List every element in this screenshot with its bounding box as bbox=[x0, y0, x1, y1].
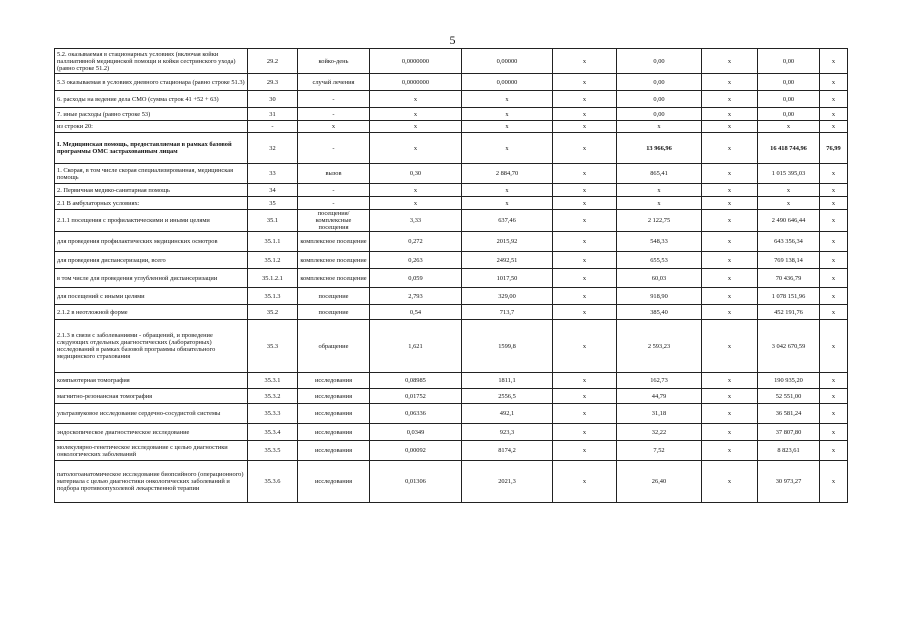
table-cell-value: х bbox=[820, 389, 848, 404]
table-cell-value: х bbox=[820, 91, 848, 108]
table-cell-value: х bbox=[553, 133, 617, 164]
table-cell-value: 16 418 744,96 bbox=[758, 133, 820, 164]
table-cell-value: х bbox=[617, 121, 702, 133]
table-cell-name: из строки 20: bbox=[55, 121, 248, 133]
table-cell-value: 0,00 bbox=[617, 74, 702, 91]
table-cell-name: 2.1.2 в неотложной форме bbox=[55, 305, 248, 320]
table-cell-value: 0,06336 bbox=[370, 404, 462, 424]
table-cell-value: х bbox=[370, 133, 462, 164]
table-cell-value: 452 191,76 bbox=[758, 305, 820, 320]
table-cell-value: 1811,1 bbox=[462, 373, 553, 389]
table-cell-value: х bbox=[820, 252, 848, 269]
table-cell-value: 7,52 bbox=[617, 441, 702, 461]
table-cell-value: 918,90 bbox=[617, 288, 702, 305]
table-row bbox=[55, 108, 848, 121]
table-cell-value: х bbox=[820, 424, 848, 441]
table-cell-value: 0,00 bbox=[617, 49, 702, 74]
table-cell-value: х bbox=[820, 121, 848, 133]
table-cell-value: х bbox=[702, 441, 758, 461]
table-cell-unit: - bbox=[298, 91, 370, 108]
table-cell-code: - bbox=[248, 121, 298, 133]
table-cell-value: 2021,3 bbox=[462, 461, 553, 503]
table-cell-value: 865,41 bbox=[617, 164, 702, 184]
table-cell-code: 35.1 bbox=[248, 210, 298, 232]
table-cell-value: х bbox=[820, 441, 848, 461]
table-cell-value: 0,00092 bbox=[370, 441, 462, 461]
table-cell-value: 2 593,23 bbox=[617, 320, 702, 373]
table-cell-value: х bbox=[553, 373, 617, 389]
table-cell-value: х bbox=[820, 404, 848, 424]
table-cell-value: х bbox=[702, 320, 758, 373]
table-cell-value: 385,40 bbox=[617, 305, 702, 320]
table-cell-value: х bbox=[820, 305, 848, 320]
table-cell-value: х bbox=[702, 108, 758, 121]
table-cell-name: 1. Скорая, в том числе скорая специализированная, медицинская помощь bbox=[55, 164, 248, 184]
table-cell-code: 35.1.3 bbox=[248, 288, 298, 305]
table-row bbox=[55, 164, 848, 184]
table-cell-code: 32 bbox=[248, 133, 298, 164]
table-cell-value: х bbox=[553, 389, 617, 404]
table-cell-value: 44,79 bbox=[617, 389, 702, 404]
table-cell-value: 0,00 bbox=[617, 108, 702, 121]
table-cell-value: х bbox=[553, 91, 617, 108]
table-cell-value: х bbox=[370, 108, 462, 121]
table-cell-code: 35.3.2 bbox=[248, 389, 298, 404]
table-cell-unit: исследования bbox=[298, 373, 370, 389]
table-cell-value: х bbox=[553, 404, 617, 424]
table-cell-value: х bbox=[820, 320, 848, 373]
table-cell-name: 2. Первичная медико-санитарная помощь bbox=[55, 184, 248, 197]
table-cell-unit: комплексное посещение bbox=[298, 252, 370, 269]
table-cell-value: 1 015 395,03 bbox=[758, 164, 820, 184]
table-cell-value: 190 935,20 bbox=[758, 373, 820, 389]
table-cell-value: х bbox=[553, 461, 617, 503]
table-cell-value: х bbox=[553, 74, 617, 91]
table-cell-value: 0,0000000 bbox=[370, 74, 462, 91]
table-cell-code: 35.3.1 bbox=[248, 373, 298, 389]
table-cell-value: х bbox=[820, 108, 848, 121]
table-cell-code: 35 bbox=[248, 197, 298, 210]
table-cell-value: х bbox=[702, 373, 758, 389]
table-cell-value: 0,272 bbox=[370, 232, 462, 252]
table-row bbox=[55, 210, 848, 232]
table-cell-value: х bbox=[462, 121, 553, 133]
table-cell-value: х bbox=[702, 210, 758, 232]
table-cell-unit: посещения/комплексные посещения bbox=[298, 210, 370, 232]
table-cell-value: 655,53 bbox=[617, 252, 702, 269]
table-cell-value: 0,54 bbox=[370, 305, 462, 320]
table-cell-value: х bbox=[702, 252, 758, 269]
table-cell-name: 7. иные расходы (равно строке 53) bbox=[55, 108, 248, 121]
table-cell-value: 32,22 bbox=[617, 424, 702, 441]
table-cell-value: х bbox=[553, 49, 617, 74]
table-cell-value: 0,0349 bbox=[370, 424, 462, 441]
table-cell-unit: случай лечения bbox=[298, 74, 370, 91]
table-cell-value: 2 122,75 bbox=[617, 210, 702, 232]
table-cell-code: 35.1.1 bbox=[248, 232, 298, 252]
table-cell-code: 35.3.3 bbox=[248, 404, 298, 424]
table-cell-unit: койко-день bbox=[298, 49, 370, 74]
table-cell-unit: исследования bbox=[298, 441, 370, 461]
table-cell-value: 2 884,70 bbox=[462, 164, 553, 184]
table-cell-value: х bbox=[462, 133, 553, 164]
table-cell-value: х bbox=[702, 305, 758, 320]
table-cell-value: 0,0000000 bbox=[370, 49, 462, 74]
table-row bbox=[55, 133, 848, 164]
table-cell-value: 31,18 bbox=[617, 404, 702, 424]
table-cell-value: х bbox=[553, 288, 617, 305]
table-cell-value: х bbox=[702, 288, 758, 305]
table-cell-unit: посещение bbox=[298, 305, 370, 320]
table-cell-name: эндоскопическое диагностическое исследование bbox=[55, 424, 248, 441]
table-cell-value: х bbox=[553, 210, 617, 232]
table-cell-value: х bbox=[820, 164, 848, 184]
table-cell-value: 1017,50 bbox=[462, 269, 553, 288]
table-cell-value: х bbox=[553, 232, 617, 252]
table-cell-unit: комплексное посещение bbox=[298, 232, 370, 252]
table-cell-value: х bbox=[702, 164, 758, 184]
table-cell-value: х bbox=[702, 74, 758, 91]
table-cell-value: х bbox=[370, 197, 462, 210]
table-cell-value: х bbox=[462, 91, 553, 108]
table-cell-value: х bbox=[553, 197, 617, 210]
table-cell-value: 0,00000 bbox=[462, 49, 553, 74]
table-cell-value: 0,30 bbox=[370, 164, 462, 184]
table-cell-unit: х bbox=[298, 121, 370, 133]
table-cell-value: 0,08985 bbox=[370, 373, 462, 389]
table-cell-value: х bbox=[462, 108, 553, 121]
table-cell-value: х bbox=[553, 424, 617, 441]
table-cell-value: х bbox=[702, 197, 758, 210]
table-cell-value: 26,40 bbox=[617, 461, 702, 503]
table-row bbox=[55, 320, 848, 373]
table-cell-name: патологоанатомическое исследование биопсийного (операционного) материала с целью диагностики онкологических заболеваний и подбора противоопухолевой лекарственной терапии bbox=[55, 461, 248, 503]
table-cell-value: х bbox=[370, 184, 462, 197]
table-cell-value: х bbox=[702, 49, 758, 74]
table-cell-value: 60,03 bbox=[617, 269, 702, 288]
table-cell-value: 2 490 646,44 bbox=[758, 210, 820, 232]
table-cell-value: х bbox=[702, 133, 758, 164]
table-cell-name: 2.1 В амбулаторных условиях: bbox=[55, 197, 248, 210]
table-cell-value: х bbox=[820, 373, 848, 389]
table-cell-unit: исследования bbox=[298, 389, 370, 404]
table-cell-value: х bbox=[553, 184, 617, 197]
table-cell-value: 2556,5 bbox=[462, 389, 553, 404]
table-row bbox=[55, 49, 848, 74]
table-cell-value: х bbox=[758, 197, 820, 210]
table-cell-value: 2,793 bbox=[370, 288, 462, 305]
table-cell-unit: - bbox=[298, 133, 370, 164]
table-cell-value: х bbox=[370, 91, 462, 108]
table-row bbox=[55, 288, 848, 305]
data-table bbox=[54, 48, 848, 503]
table-cell-value: х bbox=[820, 197, 848, 210]
table-cell-name: I. Медицинская помощь, предоставляемая в рамках базовой программы ОМС застрахованным лицам bbox=[55, 133, 248, 164]
table-row bbox=[55, 461, 848, 503]
table-cell-value: х bbox=[553, 108, 617, 121]
table-cell-value: х bbox=[370, 121, 462, 133]
table-cell-value: 70 436,79 bbox=[758, 269, 820, 288]
table-cell-value: 76,99 bbox=[820, 133, 848, 164]
table-cell-value: х bbox=[820, 232, 848, 252]
table-cell-value: 1 078 151,96 bbox=[758, 288, 820, 305]
table-cell-code: 30 bbox=[248, 91, 298, 108]
table-cell-value: х bbox=[820, 210, 848, 232]
table-row bbox=[55, 424, 848, 441]
table-cell-code: 35.1.2 bbox=[248, 252, 298, 269]
table-cell-unit: комплексное посещение bbox=[298, 269, 370, 288]
table-cell-value: х bbox=[758, 121, 820, 133]
table-cell-value: 52 551,00 bbox=[758, 389, 820, 404]
table-cell-name: для проведения профилактических медицинских осмотров bbox=[55, 232, 248, 252]
table-cell-value: х bbox=[553, 252, 617, 269]
table-cell-name: для посещений с иными целями bbox=[55, 288, 248, 305]
table-cell-unit: исследования bbox=[298, 461, 370, 503]
table-row bbox=[55, 121, 848, 133]
table-cell-value: 8 823,61 bbox=[758, 441, 820, 461]
table-cell-name: 2.1.3 в связи с заболеваниями - обращений, и проведение следующих отдельных диагностических (лабораторных) исследований в рамках базовой программы обязательного медицинского страхования bbox=[55, 320, 248, 373]
table-cell-value: 643 356,34 bbox=[758, 232, 820, 252]
table-cell-name: 5.3 оказываемая в условиях дневного стационара (равно строке 51.3) bbox=[55, 74, 248, 91]
table-cell-unit: обращение bbox=[298, 320, 370, 373]
table-cell-unit: вызов bbox=[298, 164, 370, 184]
table-cell-code: 29.3 bbox=[248, 74, 298, 91]
table-cell-value: 2492,51 bbox=[462, 252, 553, 269]
table-cell-code: 35.3.5 bbox=[248, 441, 298, 461]
table-cell-value: 36 581,24 bbox=[758, 404, 820, 424]
table-cell-name: 5.2. оказываемая в стационарных условиях (включая койки паллиативной медицинской помощи и койки сестринского ухода) (равно строке 51.2) bbox=[55, 49, 248, 74]
table-cell-value: 30 973,27 bbox=[758, 461, 820, 503]
table-cell-value: х bbox=[702, 404, 758, 424]
table-cell-unit: исследования bbox=[298, 404, 370, 424]
table-cell-value: 3,33 bbox=[370, 210, 462, 232]
table-cell-value: 0,01752 bbox=[370, 389, 462, 404]
table-cell-value: 8174,2 bbox=[462, 441, 553, 461]
table-cell-value: х bbox=[553, 164, 617, 184]
table-cell-unit: исследования bbox=[298, 424, 370, 441]
table-cell-value: х bbox=[553, 305, 617, 320]
table-cell-code: 35.3.6 bbox=[248, 461, 298, 503]
table-cell-value: х bbox=[553, 441, 617, 461]
table-cell-value: 713,7 bbox=[462, 305, 553, 320]
table-row bbox=[55, 269, 848, 288]
table-cell-code: 35.1.2.1 bbox=[248, 269, 298, 288]
table-row bbox=[55, 197, 848, 210]
table-cell-code: 35.2 bbox=[248, 305, 298, 320]
table-cell-code: 35.3.4 bbox=[248, 424, 298, 441]
table-cell-value: 769 138,14 bbox=[758, 252, 820, 269]
table-cell-value: 0,00 bbox=[758, 49, 820, 74]
table-cell-value: х bbox=[553, 320, 617, 373]
table-cell-value: х bbox=[617, 184, 702, 197]
table-cell-name: 2.1.1 посещения с профилактическими и иными целями bbox=[55, 210, 248, 232]
table-row bbox=[55, 184, 848, 197]
table-cell-name: ультразвуковое исследование сердечно-сосудистой системы bbox=[55, 404, 248, 424]
table-cell-value: 13 966,96 bbox=[617, 133, 702, 164]
table-cell-code: 33 bbox=[248, 164, 298, 184]
table-cell-value: х bbox=[462, 197, 553, 210]
table-row bbox=[55, 373, 848, 389]
table-cell-value: х bbox=[820, 288, 848, 305]
table-cell-value: 37 807,80 bbox=[758, 424, 820, 441]
table-cell-value: х bbox=[702, 91, 758, 108]
table-cell-code: 31 bbox=[248, 108, 298, 121]
table-cell-name: магнитно-резонансная томография bbox=[55, 389, 248, 404]
table-cell-value: х bbox=[702, 424, 758, 441]
table-row bbox=[55, 404, 848, 424]
table-row bbox=[55, 91, 848, 108]
table-cell-name: для проведения диспансеризации, всего bbox=[55, 252, 248, 269]
table-cell-value: х bbox=[702, 389, 758, 404]
table-row bbox=[55, 74, 848, 91]
table-cell-value: х bbox=[702, 269, 758, 288]
table-cell-value: х bbox=[820, 74, 848, 91]
table-cell-code: 34 bbox=[248, 184, 298, 197]
table-cell-value: х bbox=[820, 269, 848, 288]
table-cell-value: 0,00 bbox=[758, 108, 820, 121]
table-cell-value: 1599,8 bbox=[462, 320, 553, 373]
table-cell-value: 0,263 bbox=[370, 252, 462, 269]
table-cell-value: х bbox=[758, 184, 820, 197]
table-cell-value: 0,059 bbox=[370, 269, 462, 288]
table-row bbox=[55, 305, 848, 320]
page-number: 5 bbox=[449, 33, 456, 47]
table-cell-value: х bbox=[617, 197, 702, 210]
table-cell-value: 0,01306 bbox=[370, 461, 462, 503]
table-cell-value: х bbox=[702, 184, 758, 197]
table-cell-value: 0,00 bbox=[617, 91, 702, 108]
table-row bbox=[55, 389, 848, 404]
table-cell-unit: - bbox=[298, 197, 370, 210]
table-cell-value: х bbox=[702, 461, 758, 503]
table-cell-value: 0,00000 bbox=[462, 74, 553, 91]
table-cell-value: х bbox=[702, 232, 758, 252]
table-cell-value: 2015,92 bbox=[462, 232, 553, 252]
table-cell-value: х bbox=[553, 269, 617, 288]
table-row bbox=[55, 441, 848, 461]
table-row bbox=[55, 232, 848, 252]
table-cell-value: х bbox=[702, 121, 758, 133]
table-cell-value: 0,00 bbox=[758, 74, 820, 91]
table-cell-value: х bbox=[820, 461, 848, 503]
table-cell-value: 0,00 bbox=[758, 91, 820, 108]
table-cell-unit: посещение bbox=[298, 288, 370, 305]
table-row bbox=[55, 252, 848, 269]
table-cell-value: 329,00 bbox=[462, 288, 553, 305]
table-cell-name: 6. расходы на ведение дела СМО (сумма строк 41 +52 + 63) bbox=[55, 91, 248, 108]
table-cell-value: х bbox=[462, 184, 553, 197]
table-cell-value: х bbox=[553, 121, 617, 133]
table-cell-value: 492,1 bbox=[462, 404, 553, 424]
table-cell-name: молекулярно-генетическое исследование с целью диагностики онкологических заболеваний bbox=[55, 441, 248, 461]
table-cell-value: 548,33 bbox=[617, 232, 702, 252]
table-cell-code: 35.3 bbox=[248, 320, 298, 373]
table-cell-value: х bbox=[820, 49, 848, 74]
table-cell-name: в том числе для проведения углубленной диспансеризации bbox=[55, 269, 248, 288]
table-cell-value: 162,73 bbox=[617, 373, 702, 389]
table-cell-code: 29.2 bbox=[248, 49, 298, 74]
table-cell-name: компьютерная томография bbox=[55, 373, 248, 389]
table-cell-unit: - bbox=[298, 108, 370, 121]
table-cell-value: х bbox=[820, 184, 848, 197]
table-cell-value: 637,46 bbox=[462, 210, 553, 232]
table-cell-value: 3 042 670,59 bbox=[758, 320, 820, 373]
table-cell-value: 923,3 bbox=[462, 424, 553, 441]
table-cell-value: 1,621 bbox=[370, 320, 462, 373]
table-cell-unit: - bbox=[298, 184, 370, 197]
